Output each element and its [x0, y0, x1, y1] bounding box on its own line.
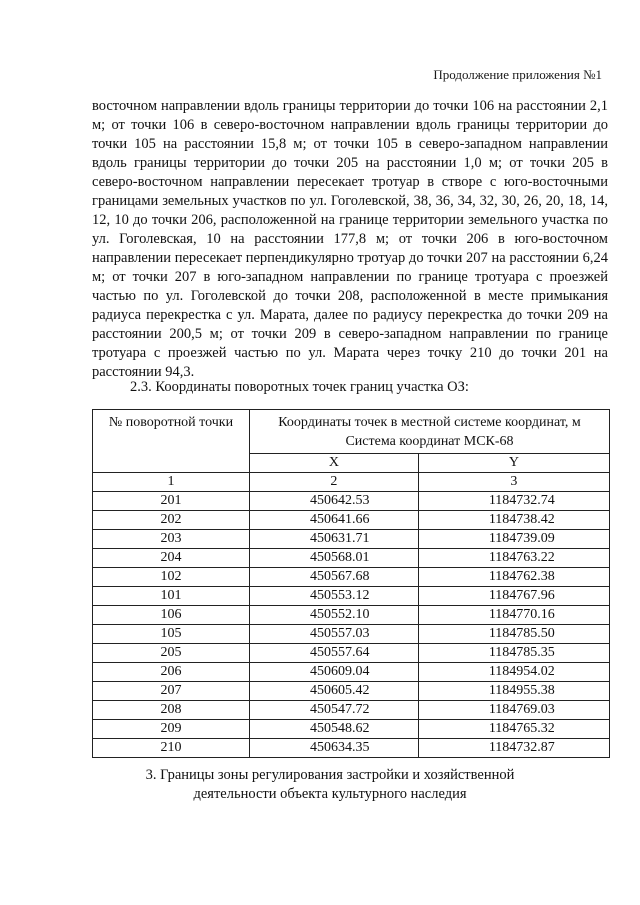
index-cell: 2 — [250, 473, 419, 492]
y-cell: 1184739.09 — [418, 530, 609, 549]
x-cell: 450553.12 — [250, 587, 419, 606]
point-cell: 106 — [93, 606, 250, 625]
point-cell: 203 — [93, 530, 250, 549]
point-cell: 205 — [93, 644, 250, 663]
y-cell: 1184732.74 — [418, 492, 609, 511]
x-cell: 450605.42 — [250, 682, 419, 701]
table-row — [93, 644, 610, 663]
point-cell: 102 — [93, 568, 250, 587]
y-cell: 1184732.87 — [418, 739, 609, 758]
y-cell: 1184762.38 — [418, 568, 609, 587]
x-cell: 450567.68 — [250, 568, 419, 587]
y-cell: 1184785.35 — [418, 644, 609, 663]
index-cell: 3 — [418, 473, 609, 492]
x-cell: 450552.10 — [250, 606, 419, 625]
table-row — [93, 739, 610, 758]
x-cell: 450641.66 — [250, 511, 419, 530]
footer-heading: 3. Границы зоны регулирования застройки и хозяйственной деятельности объекта культурного наследия — [145, 767, 515, 802]
coordinates-group-header: Координаты точек в местной системе координат, м Система координат МСК-68 — [250, 410, 610, 454]
x-header: X — [250, 454, 419, 473]
table-row — [93, 568, 610, 587]
x-cell: 450548.62 — [250, 720, 419, 739]
x-cell: 450631.71 — [250, 530, 419, 549]
table-row — [93, 606, 610, 625]
table-body — [93, 492, 610, 758]
table-header-row — [93, 410, 610, 454]
coordinates-table — [92, 409, 610, 758]
y-cell: 1184785.50 — [418, 625, 609, 644]
point-cell: 210 — [93, 739, 250, 758]
point-cell: 101 — [93, 587, 250, 606]
y-cell: 1184738.42 — [418, 511, 609, 530]
x-cell: 450557.64 — [250, 644, 419, 663]
table-row — [93, 625, 610, 644]
table-row — [93, 663, 610, 682]
y-cell: 1184763.22 — [418, 549, 609, 568]
point-cell: 207 — [93, 682, 250, 701]
point-cell: 209 — [93, 720, 250, 739]
x-cell: 450609.04 — [250, 663, 419, 682]
y-cell: 1184767.96 — [418, 587, 609, 606]
table-row — [93, 492, 610, 511]
body-paragraph: восточном направлении вдоль границы территории до точки 106 на расстоянии 2,1 м; от точки 106 в северо-восточном направлении вдоль границы территории до точки 105 на расстоянии 15,8 м; от точки 105 в северо-западном направлении вдоль границы территории до точки 205 на расстоянии 1,0 м; от точки 205 в северо-восточном направлении пересекает тротуар в створе с юго-восточными границами земельных участков по ул. Гоголевской, 38, 36, 34, 32, 30, 26, 20, 18, 14, 12, 10 до точки 206, расположенной на границе территории земельного участка по ул. Гоголевская, 10 на расстоянии 177,8 м; от точки 206 в юго-восточном направлении пересекает перпендикулярно тротуар до точки 207 на расстоянии 6,24 м; от точки 207 в юго-западном направлении по границе тротуара с проезжей частью по ул. Гоголевской до точки 208, расположенной в месте примыкания радиуса перекрестка с ул. Марата, далее по радиусу перекрестка до точки 209 на расстоянии 200,5 м; от точки 209 в северо-западном направлении по границе тротуара с проезжей частью по ул. Марата через точку 210 до точки 201 на расстоянии 94,3. — [92, 98, 608, 380]
y-header: Y — [418, 454, 609, 473]
table-row — [93, 530, 610, 549]
x-cell: 450557.03 — [250, 625, 419, 644]
point-cell: 201 — [93, 492, 250, 511]
table-index-row — [93, 473, 610, 492]
y-cell: 1184770.16 — [418, 606, 609, 625]
point-cell: 202 — [93, 511, 250, 530]
point-cell: 208 — [93, 701, 250, 720]
x-cell: 450642.53 — [250, 492, 419, 511]
table-row — [93, 549, 610, 568]
page-header: Продолжение приложения №1 — [433, 67, 602, 82]
table-row — [93, 720, 610, 739]
y-cell: 1184765.32 — [418, 720, 609, 739]
y-cell: 1184954.02 — [418, 663, 609, 682]
x-cell: 450634.35 — [250, 739, 419, 758]
section-heading: 2.3. Координаты поворотных точек границ участка ОЗ: — [130, 379, 469, 395]
table-row — [93, 682, 610, 701]
index-cell: 1 — [93, 473, 250, 492]
point-cell: 206 — [93, 663, 250, 682]
y-cell: 1184769.03 — [418, 701, 609, 720]
y-cell: 1184955.38 — [418, 682, 609, 701]
x-cell: 450568.01 — [250, 549, 419, 568]
table-row — [93, 587, 610, 606]
table-row — [93, 701, 610, 720]
point-cell: 204 — [93, 549, 250, 568]
point-number-header: № поворотной точки — [93, 410, 250, 473]
table-row — [93, 511, 610, 530]
x-cell: 450547.72 — [250, 701, 419, 720]
point-cell: 105 — [93, 625, 250, 644]
